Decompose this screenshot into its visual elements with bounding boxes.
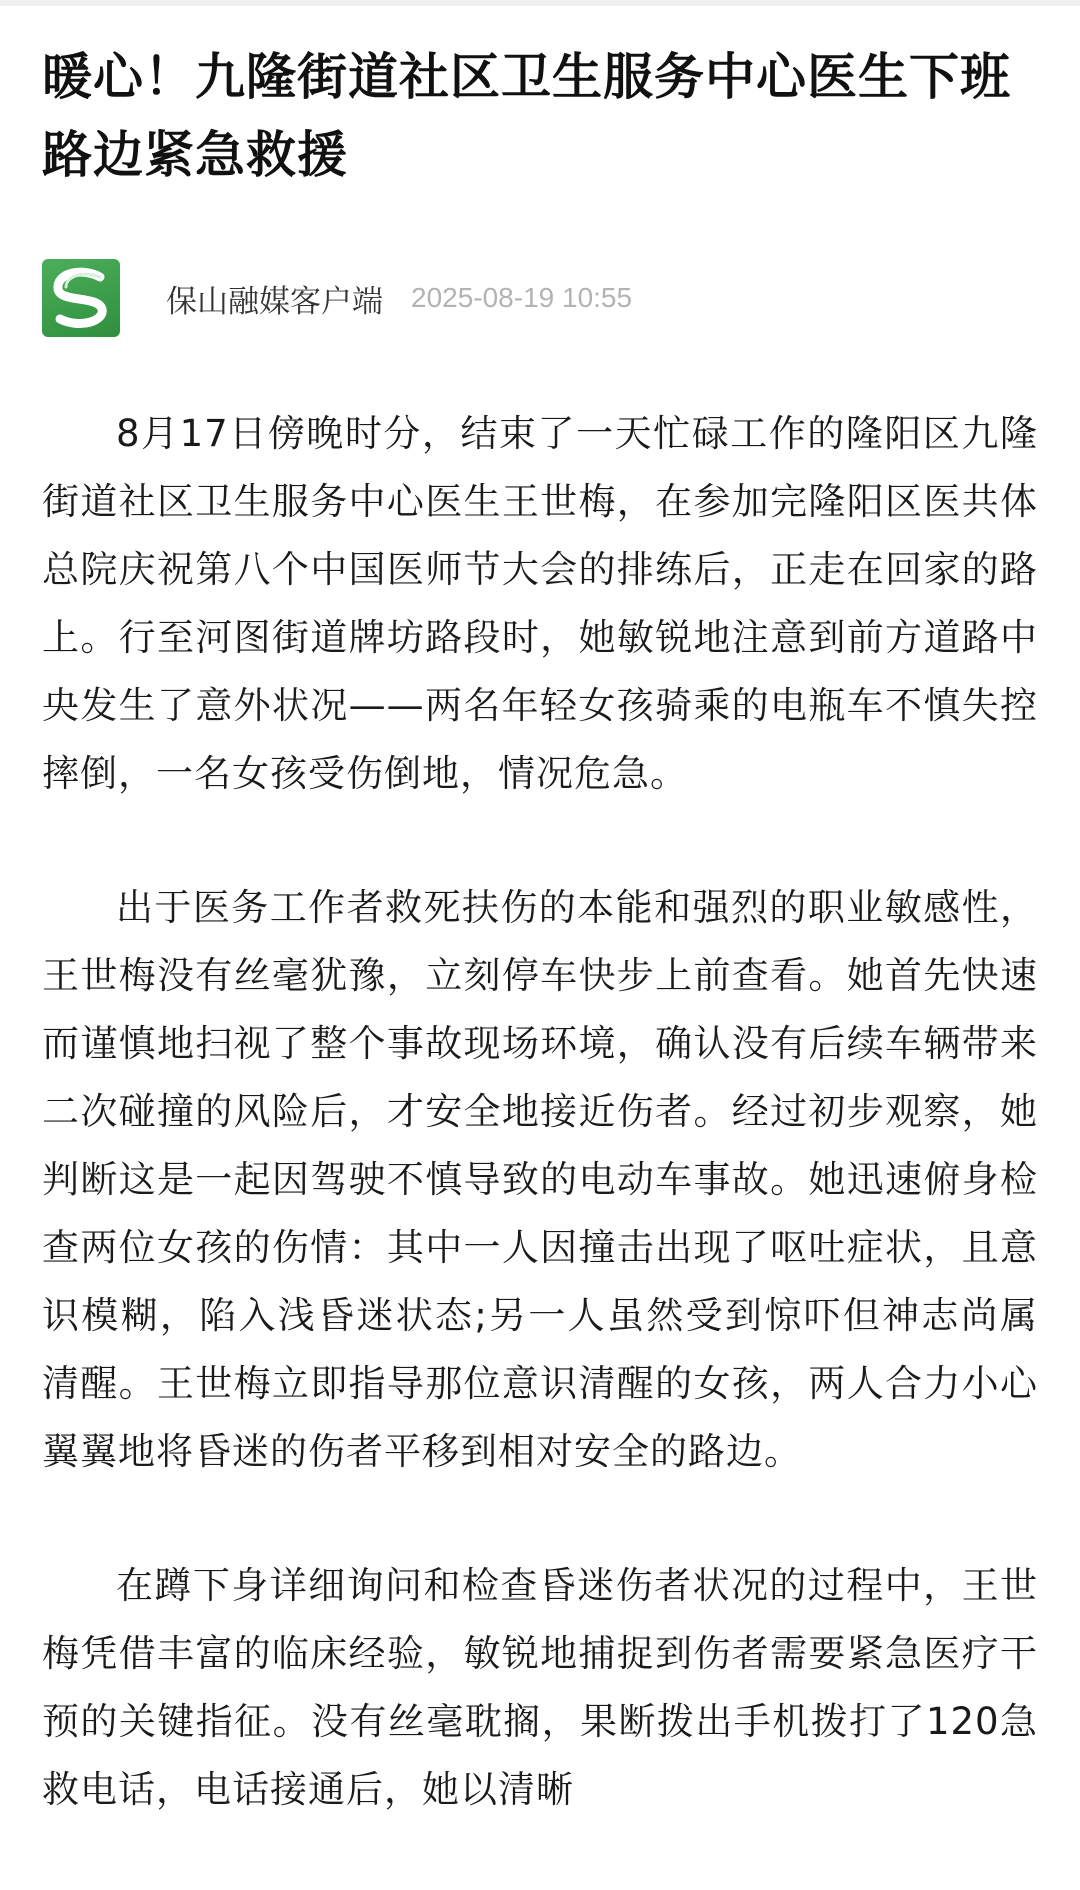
source-name[interactable]: 保山融媒客户端: [166, 283, 383, 320]
green-s-logo-icon[interactable]: [42, 259, 120, 337]
publish-time: 2025-08-19 10:55: [411, 282, 633, 313]
article-paragraph: 出于医务工作者救死扶伤的本能和强烈的职业敏感性，王世梅没有丝毫犹豫，立刻停车快步上前查看。她首先快速而谨慎地扫视了整个事故现场环境，确认没有后续车辆带来二次碰撞的风险后，才安全地接近伤者。经过初步观察，她判断这是一起因驾驶不慎导致的电动车事故。她迅速俯身检查两位女孩的伤情：其中一人因撞击出现了呕吐症状，且意识模糊，陷入浅昏迷状态;另一人虽然受到惊吓但神志尚属清醒。王世梅立即指导那位意识清醒的女孩，两人合力小心翼翼地将昏迷的伤者平移到相对安全的路边。: [42, 886, 1038, 1473]
article-body: [42, 400, 1038, 1824]
logo-graphic: [42, 259, 120, 337]
article: [0, 6, 1080, 1890]
article-paragraph: 在蹲下身详细询问和检查昏迷伤者状况的过程中，王世梅凭借丰富的临床经验，敏锐地捕捉到伤者需要紧急医疗干预的关键指征。没有丝毫耽搁，果断拨出手机拨打了120急救电话，电话接通后，她以清晰: [42, 1564, 1038, 1811]
source-row: [42, 258, 1038, 338]
article-paragraph: 8月17日傍晚时分，结束了一天忙碌工作的隆阳区九隆街道社区卫生服务中心医生王世梅，在参加完隆阳区医共体总院庆祝第八个中国医师节大会的排练后，正走在回家的路上。行至河图街道牌坊路段时，她敏锐地注意到前方道路中央发生了意外状况——两名年轻女孩骑乘的电瓶车不慎失控摔倒，一名女孩受伤倒地，情况危急。: [42, 412, 1038, 795]
article-title: 暖心！九隆街道社区卫生服务中心医生下班路边紧急救援: [42, 48, 1011, 184]
